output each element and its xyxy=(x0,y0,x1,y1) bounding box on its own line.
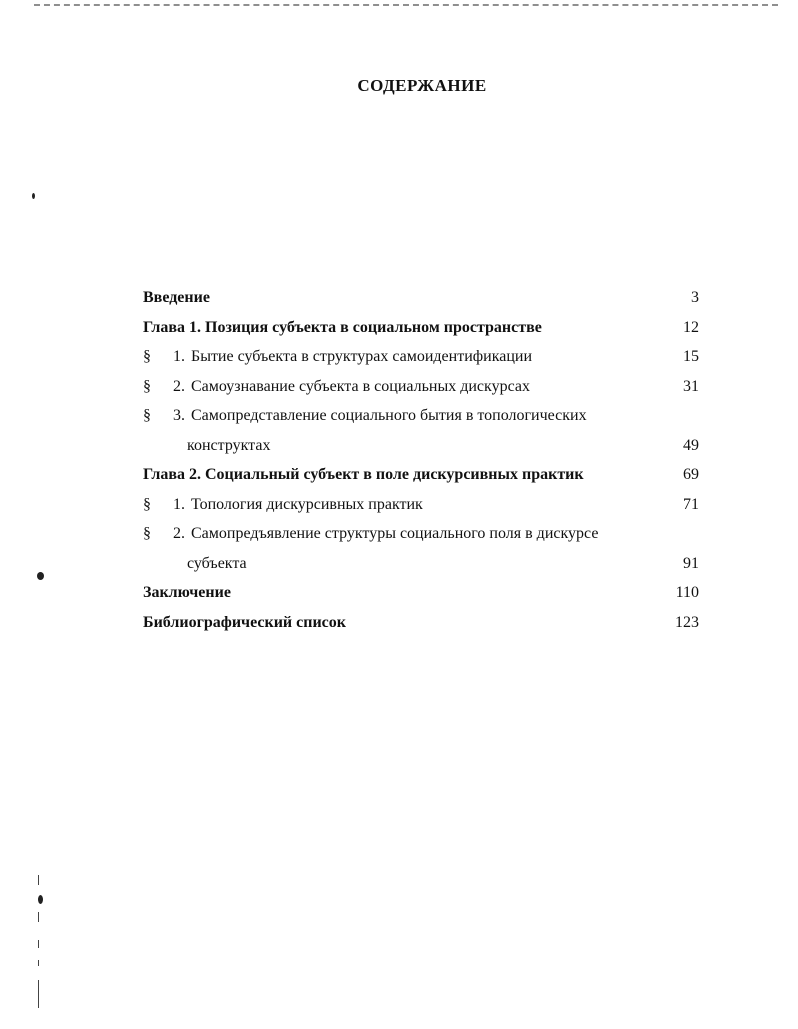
scan-margin-line xyxy=(38,875,39,885)
toc-page-number: 69 xyxy=(683,466,699,483)
toc-entry-introduction xyxy=(143,283,699,313)
section-sign: § xyxy=(143,495,151,513)
scan-margin-line xyxy=(38,940,39,948)
toc-entry-title: Глава 1. Позиция субъекта в социальном пространстве xyxy=(143,318,542,336)
scan-speck xyxy=(32,193,35,199)
page-title: СОДЕРЖАНИЕ xyxy=(357,76,487,95)
toc-page-number: 123 xyxy=(675,613,699,631)
toc-entry-chapter-2 xyxy=(143,460,699,490)
toc-entry-title: Топология дискурсивных практик xyxy=(191,495,423,513)
toc-page-number: 110 xyxy=(675,584,699,601)
toc-entry-title: Самопредставление социального бытия в топологических xyxy=(191,407,587,424)
toc-page-number: 71 xyxy=(683,495,699,513)
scan-speck xyxy=(37,572,44,580)
section-sign: § xyxy=(143,377,151,395)
toc-page-number: 31 xyxy=(683,377,699,395)
toc-entry-section-2-2-continuation xyxy=(143,549,699,579)
toc-entry-title-continuation: конструктах xyxy=(187,436,271,454)
toc-entry-chapter-1 xyxy=(143,313,699,343)
toc-entry-title: Самопредъявление структуры социального поля в дискурсе xyxy=(191,525,599,542)
scan-margin-line xyxy=(38,960,39,966)
toc-entry-title: Бытие субъекта в структурах самоидентификации xyxy=(191,348,533,365)
toc-page-number: 91 xyxy=(683,554,699,572)
section-number: 1. xyxy=(173,495,185,513)
toc-entry-section-1-3-continuation xyxy=(143,431,699,461)
section-number: 1. xyxy=(173,348,185,365)
toc-entry-title: Заключение xyxy=(143,584,231,601)
scan-speck xyxy=(38,895,43,904)
table-of-contents xyxy=(143,283,699,637)
toc-entry-title: Библиографический список xyxy=(143,613,346,631)
section-sign: § xyxy=(143,407,151,424)
toc-page-number: 15 xyxy=(683,348,699,365)
toc-entry-section-2-2 xyxy=(143,519,699,549)
toc-page-number: 49 xyxy=(683,436,699,454)
toc-entry-title-continuation: субъекта xyxy=(187,554,247,572)
toc-page-number: 12 xyxy=(683,318,699,336)
scan-margin-line xyxy=(38,912,39,922)
scan-margin-line xyxy=(38,980,39,1008)
section-sign: § xyxy=(143,348,151,365)
toc-entry-section-2-1 xyxy=(143,490,699,520)
section-number: 2. xyxy=(173,525,185,542)
toc-entry-title: Самоузнавание субъекта в социальных дискурсах xyxy=(191,377,530,395)
section-number: 2. xyxy=(173,377,185,395)
scan-edge-line xyxy=(34,4,778,6)
toc-entry-bibliography xyxy=(143,608,699,638)
toc-entry-section-1-1 xyxy=(143,342,699,372)
toc-entry-conclusion xyxy=(143,578,699,608)
toc-entry-section-1-3 xyxy=(143,401,699,431)
section-sign: § xyxy=(143,525,151,542)
toc-entry-title: Глава 2. Социальный субъект в поле дискурсивных практик xyxy=(143,466,584,483)
toc-entry-title: Введение xyxy=(143,289,210,306)
toc-entry-section-1-2 xyxy=(143,372,699,402)
toc-page-number: 3 xyxy=(691,289,699,306)
section-number: 3. xyxy=(173,407,185,424)
